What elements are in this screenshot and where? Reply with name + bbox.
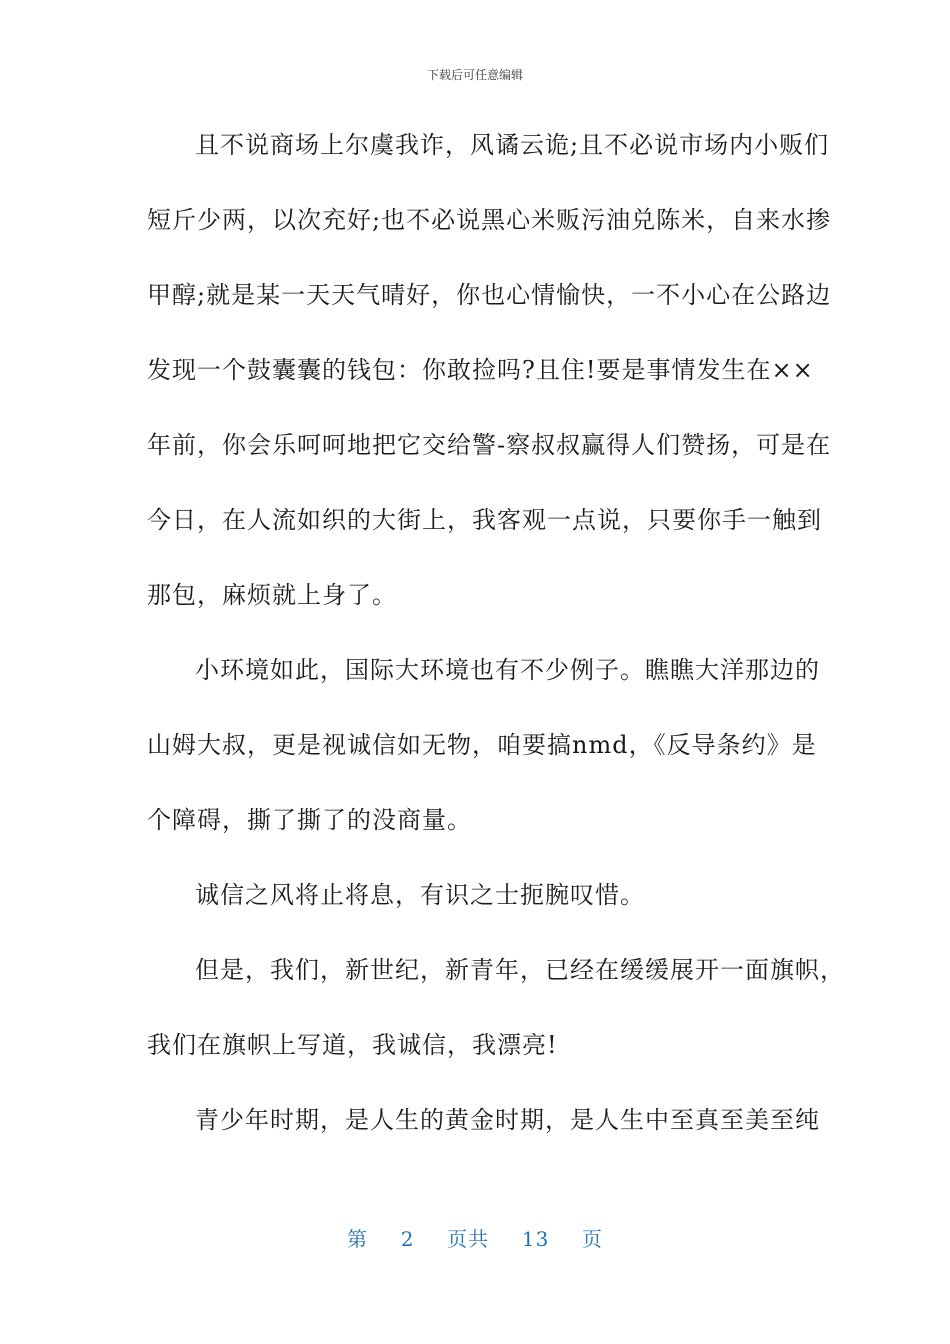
page-footer [0,1226,950,1252]
page-header [0,67,950,83]
header-note: 下载后可任意编辑 [426,68,523,82]
text-line: 小环境如此，国际大环境也有不少例子。瞧瞧大洋那边的 [195,656,820,684]
document-body [147,127,845,1177]
footer-middle: 页共 [447,1227,490,1251]
text-line: 山姆大叔，更是视诚信如无物，咱要搞nmd，《反导条约》是 [147,731,817,759]
text-line: 发现一个鼓囊囊的钱包：你敢捡吗?且住!要是事情发生在×× [147,356,814,384]
total-pages-number: 13 [521,1227,550,1251]
text-line: 那包，麻烦就上身了。 [147,581,397,609]
text-line: 我们在旗帜上写道，我诚信，我漂亮! [147,1031,558,1059]
text-line: 年前，你会乐呵呵地把它交给警-察叔叔赢得人们赞扬，可是在 [147,431,832,459]
text-line: 青少年时期，是人生的黄金时期，是人生中至真至美至纯 [195,1106,820,1134]
text-line: 但是，我们，新世纪，新青年，已经在缓缓展开一面旗帜， [195,956,845,984]
text-line: 甲醇;就是某一天天气晴好，你也心情愉快，一不小心在公路边 [147,281,832,309]
text-line: 今日，在人流如织的大街上，我客观一点说，只要你手一触到 [147,506,822,534]
footer-prefix: 第 [346,1227,368,1251]
text-line: 诚信之风将止将息，有识之士扼腕叹惜。 [195,881,645,909]
text-line: 短斤少两，以次充好;也不必说黑心米贩污油兑陈米，自来水掺 [147,206,832,234]
current-page-number: 2 [400,1227,415,1251]
text-line: 个障碍，撕了撕了的没商量。 [147,806,472,834]
footer-suffix: 页 [582,1227,604,1251]
text-line: 且不说商场上尔虞我诈，风谲云诡;且不必说市场内小贩们 [195,131,830,159]
